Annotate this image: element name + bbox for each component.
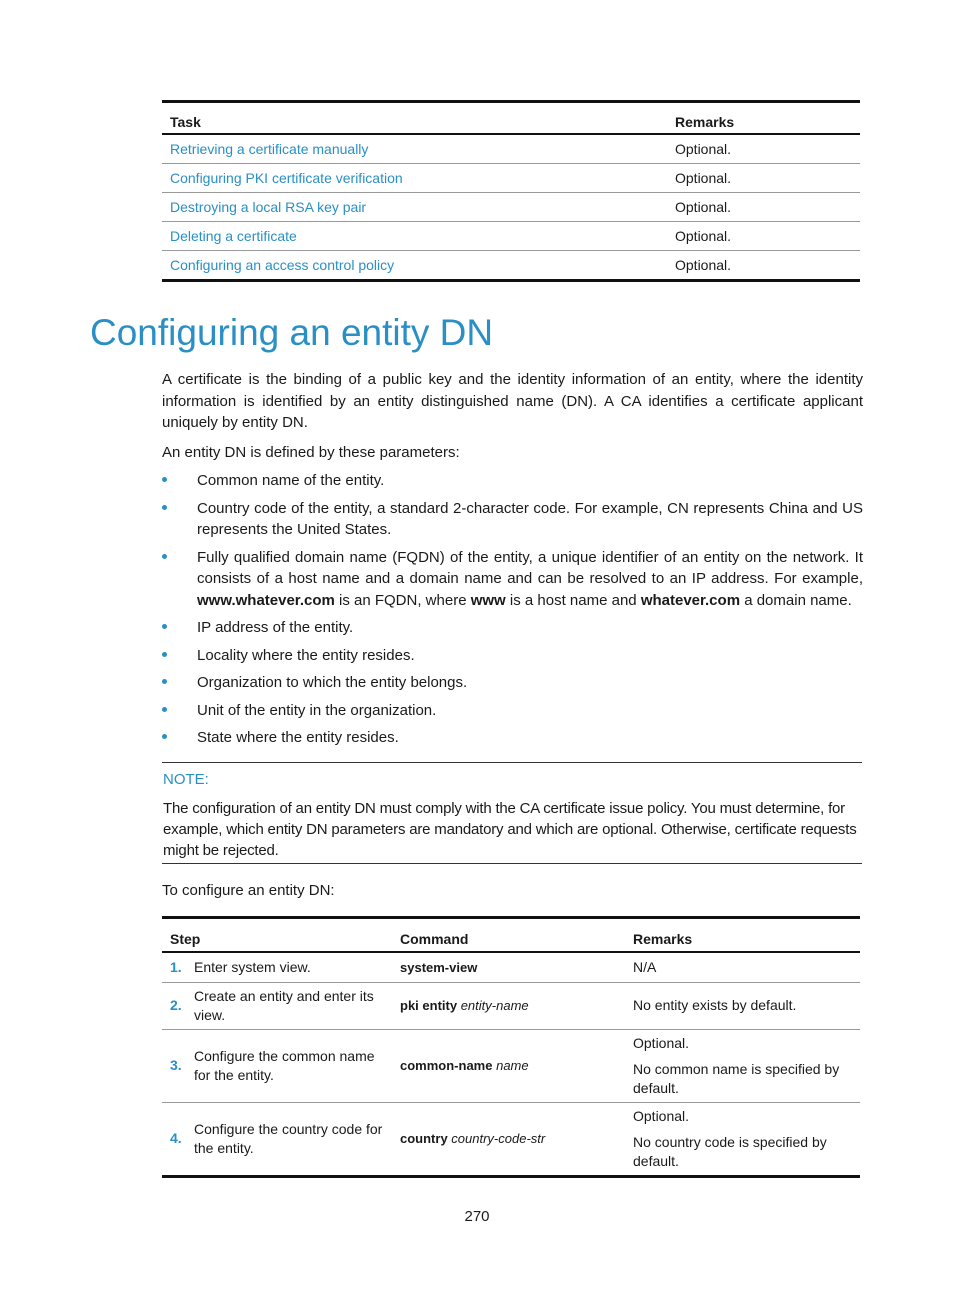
table-row	[162, 193, 860, 222]
table-row	[162, 982, 860, 1029]
intro-paragraph: A certificate is the binding of a public key and the identity information of an entity, where the identity information is identified by an entity distinguished name (DN). A CA identifies a certificate applicant uniquely by entity DN.	[162, 371, 863, 431]
step-text: Configure the country code for the entity.	[194, 1102, 392, 1176]
task-link-delete-certificate[interactable]: Deleting a certificate	[170, 228, 297, 244]
table-row	[162, 1029, 860, 1102]
step-text: Create an entity and enter its view.	[194, 982, 392, 1029]
list-item: State where the entity resides.	[162, 727, 863, 749]
table-row	[162, 251, 860, 281]
list-item: Organization to which the entity belongs.	[162, 672, 863, 694]
task-table-header	[162, 102, 860, 135]
task-link-retrieve-certificate[interactable]: Retrieving a certificate manually	[170, 141, 369, 157]
remarks-cell: Optional.	[667, 134, 860, 164]
task-header: Task	[162, 102, 667, 135]
command-cell: country country-code-str	[392, 1102, 625, 1176]
remarks-cell: N/A	[625, 952, 860, 982]
task-table	[162, 100, 860, 282]
remarks-header: Remarks	[667, 102, 860, 135]
fqdn-example: www.whatever.com	[197, 591, 335, 609]
step-table	[162, 916, 860, 1178]
step-number: 3.	[162, 1029, 194, 1102]
configure-lead: To configure an entity DN:	[162, 882, 335, 899]
bullet-icon	[162, 477, 167, 482]
step-table-header	[162, 918, 860, 953]
note-text: The configuration of an entity DN must comply with the CA certificate issue policy. You must determine, for example, which entity DN parameters are mandatory and which are optional. Otherwise, certificate requests might be rejected.	[163, 800, 857, 859]
remarks-cell: Optional.	[667, 251, 860, 281]
table-row	[162, 1102, 860, 1176]
list-item: IP address of the entity.	[162, 617, 863, 639]
list-item: Locality where the entity resides.	[162, 645, 863, 667]
remarks-cell: Optional.	[667, 193, 860, 222]
bullet-icon	[162, 707, 167, 712]
list-item: Common name of the entity.	[162, 470, 863, 492]
page-number: 270	[464, 1208, 490, 1225]
step-text: Enter system view.	[194, 952, 392, 982]
command-cell: system-view	[392, 952, 625, 982]
list-item: Country code of the entity, a standard 2-character code. For example, CN represents China and US represents the United States.	[162, 498, 863, 541]
step-header: Step	[162, 918, 392, 953]
table-row	[162, 222, 860, 251]
bullet-icon	[162, 679, 167, 684]
list-item: Fully qualified domain name (FQDN) of the entity, a unique identifier of an entity on the network. It consists of a host name and a domain name and can be resolved to an IP address. For example, www.whatever.com is an FQDN, where www is a host name and whatever.com a domain name.	[162, 547, 863, 612]
list-item: Unit of the entity in the organization.	[162, 700, 863, 722]
bullet-icon	[162, 652, 167, 657]
note-label: NOTE:	[163, 771, 209, 788]
remarks-cell: No entity exists by default.	[625, 982, 860, 1029]
bullet-icon	[162, 734, 167, 739]
section-title: Configuring an entity DN	[90, 312, 494, 353]
domain-example: whatever.com	[640, 591, 741, 609]
step-number: 1.	[162, 952, 194, 982]
remarks-header: Remarks	[625, 918, 860, 953]
step-number: 2.	[162, 982, 194, 1029]
task-link-destroy-rsa-key[interactable]: Destroying a local RSA key pair	[170, 199, 367, 215]
command-cell: pki entity entity-name	[392, 982, 625, 1029]
remarks-cell: Optional. No common name is specified by default.	[625, 1029, 860, 1102]
remarks-cell: Optional.	[667, 222, 860, 251]
table-row	[162, 134, 860, 164]
table-row	[162, 164, 860, 193]
note-box	[162, 762, 862, 864]
task-link-pki-verification[interactable]: Configuring PKI certificate verification	[170, 170, 403, 186]
remarks-cell: Optional.	[667, 164, 860, 193]
step-number: 4.	[162, 1102, 194, 1176]
step-text: Configure the common name for the entity.	[194, 1029, 392, 1102]
task-link-access-control-policy[interactable]: Configuring an access control policy	[170, 257, 395, 273]
parameter-list	[162, 470, 863, 755]
bullet-icon	[162, 624, 167, 629]
bullet-icon	[162, 554, 167, 559]
command-header: Command	[392, 918, 625, 953]
command-cell: common-name name	[392, 1029, 625, 1102]
host-example: www	[470, 591, 506, 609]
table-row	[162, 952, 860, 982]
remarks-cell: Optional. No country code is specified by default.	[625, 1102, 860, 1176]
params-lead: An entity DN is defined by these parameters:	[162, 444, 460, 461]
bullet-icon	[162, 505, 167, 510]
